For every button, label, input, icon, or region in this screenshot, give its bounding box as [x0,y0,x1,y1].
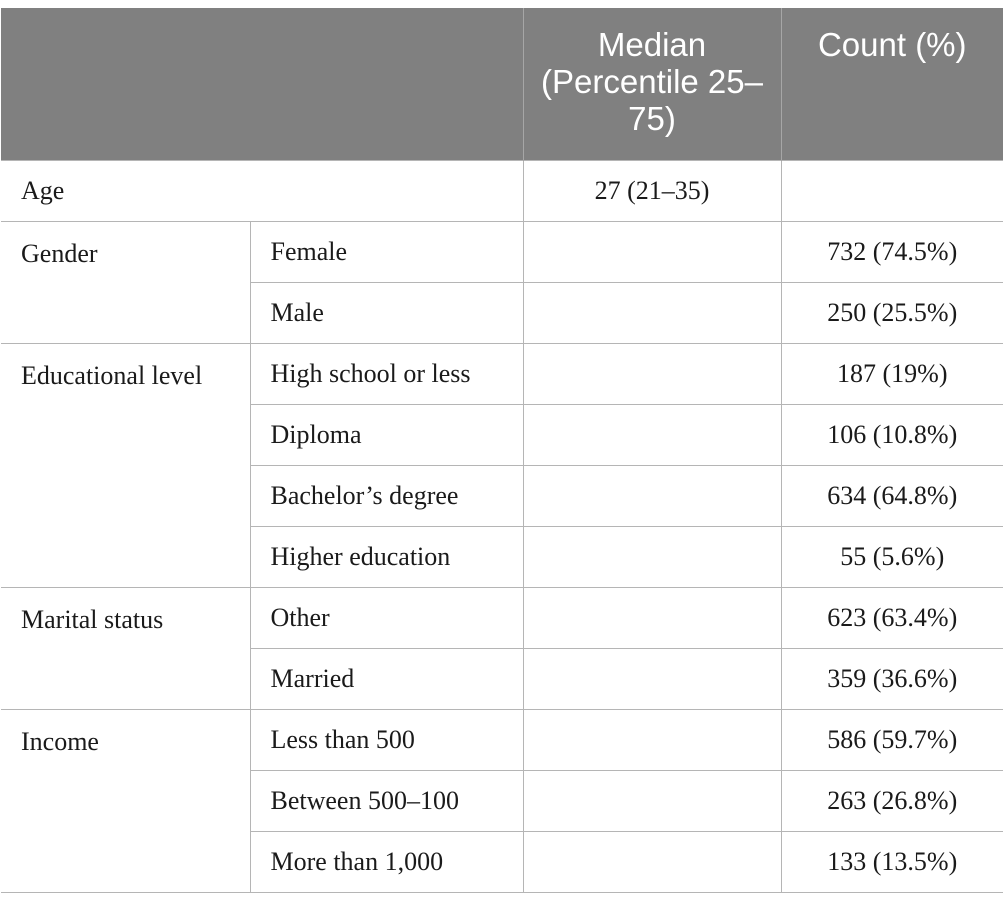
header-row [1,8,1003,160]
category-cell: Bachelor’s degree [250,465,523,526]
category-cell: Higher education [250,526,523,587]
count-cell: 106 (10.8%) [781,404,1003,465]
count-cell: 586 (59.7%) [781,709,1003,770]
group-label: Marital status [1,587,250,709]
header-count: Count (%) [781,8,1003,160]
category-cell: Diploma [250,404,523,465]
table-row-age [1,160,1003,221]
table-row [1,709,1003,770]
table-header [1,8,1003,160]
table-body [1,160,1003,892]
group-label: Gender [1,221,250,343]
median-cell [523,648,781,709]
category-cell: Other [250,587,523,648]
median-cell [523,526,781,587]
count-cell: 732 (74.5%) [781,221,1003,282]
group-label: Income [1,709,250,892]
category-cell: Female [250,221,523,282]
category-cell: High school or less [250,343,523,404]
median-cell [523,404,781,465]
count-cell: 133 (13.5%) [781,831,1003,892]
median-cell [523,282,781,343]
age-median: 27 (21–35) [523,160,781,221]
count-cell: 187 (19%) [781,343,1003,404]
count-cell: 55 (5.6%) [781,526,1003,587]
group-label: Educational level [1,343,250,587]
demographics-table [1,8,1003,893]
category-cell: Between 500–100 [250,770,523,831]
median-cell [523,709,781,770]
row-label-age: Age [1,160,523,221]
median-cell [523,587,781,648]
category-cell: More than 1,000 [250,831,523,892]
count-cell: 359 (36.6%) [781,648,1003,709]
count-cell: 263 (26.8%) [781,770,1003,831]
header-blank [1,8,523,160]
table-row [1,221,1003,282]
table-row [1,343,1003,404]
count-cell: 623 (63.4%) [781,587,1003,648]
category-cell: Married [250,648,523,709]
median-cell [523,770,781,831]
category-cell: Less than 500 [250,709,523,770]
table-row [1,587,1003,648]
median-cell [523,343,781,404]
count-cell: 250 (25.5%) [781,282,1003,343]
count-cell: 634 (64.8%) [781,465,1003,526]
median-cell [523,831,781,892]
median-cell [523,221,781,282]
category-cell: Male [250,282,523,343]
header-median: Median (Percentile 25–75) [523,8,781,160]
age-count [781,160,1003,221]
median-cell [523,465,781,526]
